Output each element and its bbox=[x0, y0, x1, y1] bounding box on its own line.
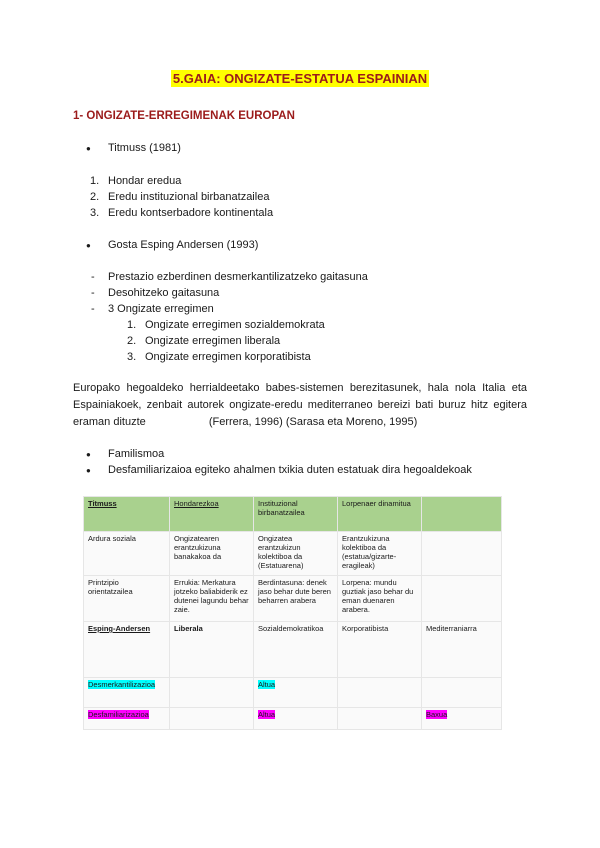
table-cell: Ardura soziala bbox=[84, 532, 170, 576]
table-cell: Lorpena: mundu guztiak jaso behar du eman duenaren arabera. bbox=[338, 576, 422, 622]
table-cell: Sozialdemokratikoa bbox=[254, 622, 338, 678]
table-cell bbox=[254, 708, 338, 730]
list-marker: 3. bbox=[90, 207, 100, 219]
highlighted-text: Desfamiliarizazioa bbox=[88, 710, 149, 719]
table-cell: Ongizatea erantzukizun kolektiboa da (Estatuarena) bbox=[254, 532, 338, 576]
dash-item: Prestazio ezberdinen desmerkantilizatzeko gaitasuna bbox=[108, 271, 368, 283]
table-row bbox=[84, 678, 502, 708]
list-item: Eredu kontserbadore kontinentala bbox=[108, 207, 274, 219]
table-cell: Hondarezkoa bbox=[170, 497, 254, 532]
bullet-titmuss: ● Titmuss (1981) bbox=[108, 142, 181, 154]
citation: (Ferrera, 1996) (Sarasa eta Moreno, 1995) bbox=[208, 416, 418, 428]
table-cell: Liberala bbox=[170, 622, 254, 678]
table-cell: Lorpenaer dinamitua bbox=[338, 497, 422, 532]
list-marker: 1. bbox=[90, 175, 100, 187]
highlighted-text: Baxua bbox=[426, 710, 448, 719]
table-cell: Titmuss bbox=[84, 497, 170, 532]
section-heading: 1- ONGIZATE-ERREGIMENAK EUROPAN bbox=[73, 110, 295, 122]
sub-list-marker: 2. bbox=[127, 335, 137, 347]
table-cell: Printzipio orientatzailea bbox=[84, 576, 170, 622]
highlighted-text: Altua bbox=[258, 710, 276, 719]
table-cell bbox=[84, 708, 170, 730]
body-paragraph bbox=[73, 380, 527, 431]
sub-list-marker: 3. bbox=[127, 351, 137, 363]
table-cell: Ongizatearen erantzukizuna banakakoa da bbox=[170, 532, 254, 576]
table-cell bbox=[422, 576, 502, 622]
bullet-desfamiliarizaioa: ● Desfamiliarizaioa egiteko ahalmen txikia duten estatuak dira hegoaldekoak bbox=[108, 464, 472, 476]
list-item: Hondar eredua bbox=[108, 175, 182, 187]
sub-list-item: Ongizate erregimen sozialdemokrata bbox=[145, 319, 325, 331]
table-cell: Berdintasuna: denek jaso behar dute beren beharren arabera bbox=[254, 576, 338, 622]
sub-list-item: Ongizate erregimen liberala bbox=[145, 335, 281, 347]
table-row bbox=[84, 622, 502, 678]
table-cell bbox=[422, 678, 502, 708]
table-cell bbox=[170, 708, 254, 730]
table-cell: Korporatibista bbox=[338, 622, 422, 678]
table-row bbox=[84, 576, 502, 622]
table-cell bbox=[422, 708, 502, 730]
highlighted-text: Desmerkantilizazioa bbox=[88, 680, 156, 689]
table-row bbox=[84, 532, 502, 576]
highlighted-text: Altua bbox=[258, 680, 276, 689]
table-cell bbox=[170, 678, 254, 708]
table-cell bbox=[422, 532, 502, 576]
list-marker: 2. bbox=[90, 191, 100, 203]
table-cell: Mediterraniarra bbox=[422, 622, 502, 678]
dash-item: 3 Ongizate erregimen bbox=[108, 303, 214, 315]
table-row bbox=[84, 708, 502, 730]
table-cell bbox=[422, 497, 502, 532]
sub-list-marker: 1. bbox=[127, 319, 137, 331]
bullet-familismoa: ● Familismoa bbox=[108, 448, 164, 460]
table-cell: Erantzukizuna kolektiboa da (estatua/gizarte-eragileak) bbox=[338, 532, 422, 576]
table-cell: Esping-Andersen bbox=[84, 622, 170, 678]
table-cell bbox=[84, 678, 170, 708]
table-header-row bbox=[84, 497, 502, 532]
dash-marker: - bbox=[91, 303, 95, 315]
sub-list-item: Ongizate erregimen korporatibista bbox=[145, 351, 311, 363]
comparison-table bbox=[83, 496, 502, 730]
list-item: Eredu instituzional birbanatzailea bbox=[108, 191, 270, 203]
dash-item: Desohitzeko gaitasuna bbox=[108, 287, 220, 299]
paragraph-text: Europako hegoaldeko herrialdeetako babes-sistemen berezitasunek, hala nola Italia eta Espainiakoek, zenbait autorek ongizate-eredu mediterraneo bereizi bati buruz hitz egitera eraman dituzte bbox=[73, 382, 527, 428]
dash-marker: - bbox=[91, 287, 95, 299]
page-title: 5.GAIA: ONGIZATE-ESTATUA ESPAINIAN bbox=[172, 71, 428, 86]
table-cell bbox=[254, 678, 338, 708]
table-cell: Instituzional birbanatzailea bbox=[254, 497, 338, 532]
bullet-esping-andersen: ● Gosta Esping Andersen (1993) bbox=[108, 239, 258, 251]
dash-marker: - bbox=[91, 271, 95, 283]
table-cell bbox=[338, 708, 422, 730]
table-cell bbox=[338, 678, 422, 708]
table-cell: Errukia: Merkatura jotzeko baliabiderik ez dutenei lagundu behar zaie. bbox=[170, 576, 254, 622]
